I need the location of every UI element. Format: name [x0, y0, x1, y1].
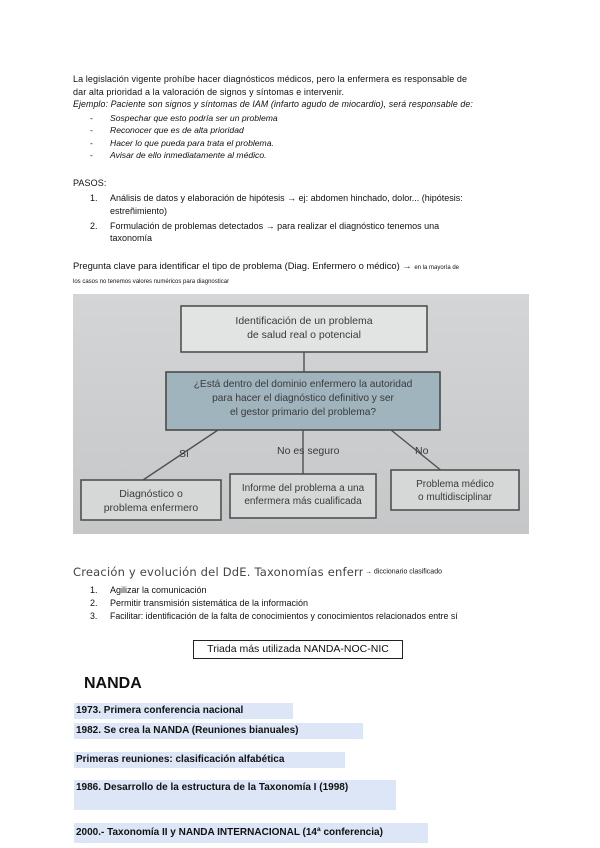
- list-item: [73, 584, 553, 597]
- top-box-line: Identificación de un problema: [235, 315, 373, 327]
- pregunta-note-2: los casos no tenemos valores numéricos para diagnosticar: [73, 279, 230, 285]
- item-number: 2.: [90, 220, 98, 231]
- box-medical-problem: [391, 470, 519, 510]
- responsibility-list: [73, 112, 533, 162]
- pregunta-text: Pregunta clave para identificar el tipo de problema (Diag. Enfermero o médico) →: [73, 260, 415, 271]
- decision-diagram: [73, 294, 529, 534]
- item-number: 2.: [90, 597, 98, 608]
- box-mid-line: Informe del problema a una: [241, 483, 365, 494]
- list-item: [73, 610, 553, 623]
- decision-line: ¿Está dentro del dominio enfermero la autoridad: [193, 379, 413, 390]
- box-mid-line: enfermera más cualificada: [244, 496, 362, 507]
- pregunta-note: en la mayoría de: [414, 265, 460, 271]
- item-text: Agilizar la comunicación: [110, 585, 207, 595]
- box-nursing-diagnosis: [81, 480, 221, 520]
- item-number: 3.: [90, 610, 98, 621]
- nanda-heading: NANDA: [84, 675, 142, 692]
- list-item: - Hacer lo que pueda para trata el problema.: [73, 137, 533, 149]
- list-item: - Sospechar que esto podría ser un problema: [73, 112, 533, 124]
- handwritten-title: Creación y evolución del DdE. Taxonomías enfer: [73, 564, 359, 579]
- pasos-list: [73, 192, 533, 245]
- creacion-list: [73, 584, 553, 622]
- nanda-entry: 1973. Primera conferencia nacional: [74, 703, 293, 719]
- branch-no-label: No: [415, 445, 429, 457]
- pasos-title: PASOS:: [73, 178, 107, 188]
- example-line: Ejemplo: Paciente son signos y síntomas de IAM (infarto agudo de miocardio), será responsable de:: [73, 99, 473, 109]
- box-left-line: problema enfermero: [103, 502, 199, 514]
- box-right-line: Problema médico: [416, 479, 494, 490]
- item-text: Permitir transmisión sistemática de la información: [110, 597, 309, 608]
- branch-unsure-label: No es seguro: [277, 445, 340, 457]
- decision-line: el gestor primario del problema?: [229, 407, 377, 418]
- triada-title: Triada más utilizada NANDA-NOC-NIC: [193, 640, 403, 659]
- list-item: - Reconocer que es de alta prioridad: [73, 124, 533, 136]
- box-right-line: o multidisciplinar: [418, 492, 492, 503]
- nanda-entry: 1986. Desarrollo de la estructura de la Taxonomía I (1998): [74, 780, 396, 810]
- item-text: Formulación de problemas detectados → para realizar el diagnóstico tenemos una: [110, 220, 440, 231]
- item-text: estreñimiento): [110, 205, 168, 216]
- intro-line-1: La legislación vigente prohíbe hacer diagnósticos médicos, pero la enfermera es responsable de: [73, 74, 468, 84]
- top-box-line: de salud real o potencial: [247, 329, 361, 341]
- pregunta-clave: [73, 260, 543, 288]
- intro-paragraph: [73, 73, 533, 111]
- decision-line: para hacer el diagnóstico definitivo y ser: [212, 393, 394, 404]
- list-item: [73, 192, 533, 218]
- item-text: Facilitar: identificación de la falta de conocimientos y conocimientos relacionados entre sí: [110, 610, 458, 621]
- item-text: taxonomía: [110, 233, 153, 244]
- item-number: 1.: [90, 193, 98, 203]
- box-left-line: Diagnóstico o: [119, 488, 183, 500]
- list-item: [73, 597, 553, 610]
- nanda-entry: 2000.- Taxonomía II y NANDA INTERNACIONAL (14ª conferencia): [74, 823, 428, 843]
- arrow-note: → diccionario clasificado: [363, 568, 442, 576]
- branch-si-label: Sí: [179, 448, 189, 460]
- nanda-entry: Primeras reuniones: clasificación alfabética: [74, 752, 345, 768]
- item-number: 1.: [90, 585, 98, 595]
- item-text: Análisis de datos y elaboración de hipótesis → ej: abdomen hinchado, dolor... (hipótesis:: [110, 193, 463, 203]
- intro-line-2: dar alta prioridad a la valoración de signos y síntomas e intervenir.: [73, 86, 345, 97]
- creacion-heading: [73, 563, 553, 581]
- list-item: - Avisar de ello inmediatamente al médico.: [73, 149, 533, 161]
- nanda-entry: 1982. Se crea la NANDA (Reuniones bianuales): [74, 723, 363, 739]
- list-item: [73, 220, 533, 246]
